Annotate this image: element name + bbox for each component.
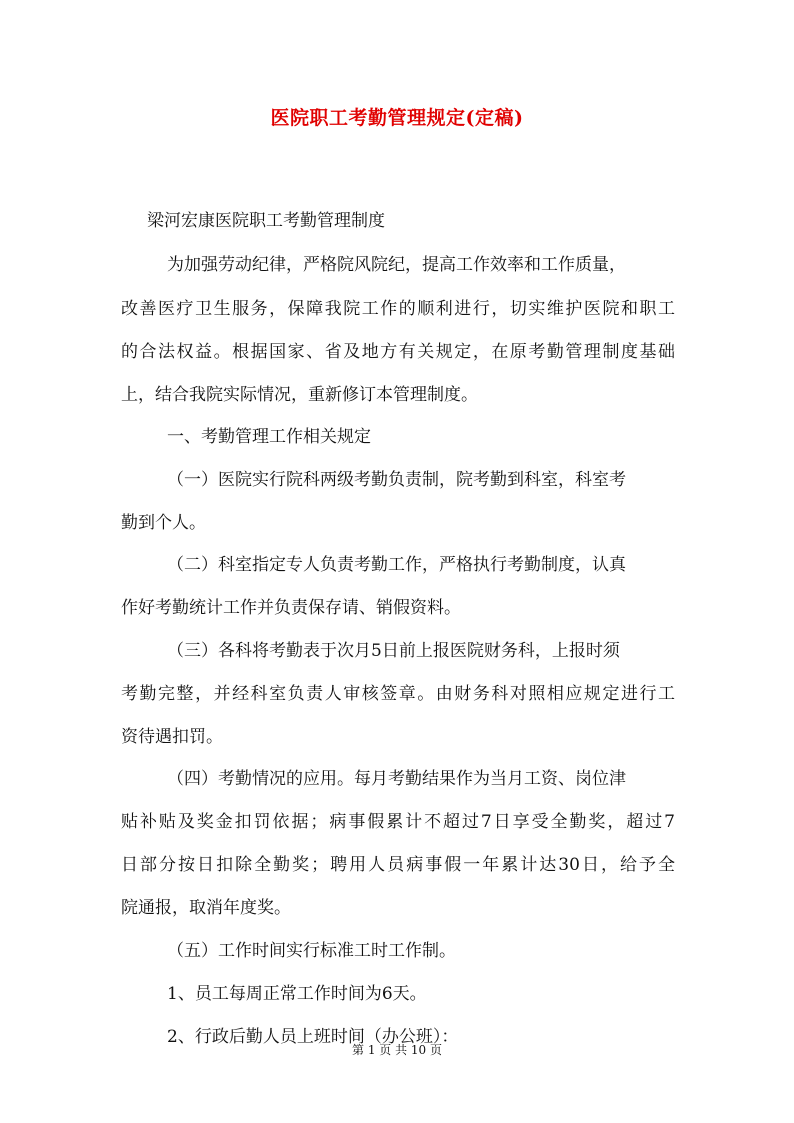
page-number-label: 第 1 页 共 10 页 [352,1043,442,1057]
paragraph-line: （五）工作时间实行标准工时工作制。 [167,941,456,961]
paragraph-line: 上，结合我院实际情况，重新修订本管理制度。 [121,385,478,405]
paragraph-line: （一）医院实行院科两级考勤负责制，院考勤到科室，科室考 [167,470,626,490]
paragraph-line: 2、行政后勤人员上班时间（办公班）： [167,1027,459,1047]
paragraph-line: （四）考勤情况的应用。每月考勤结果作为当月工资、岗位津 [167,769,626,789]
document-title: 医院职工考勤管理规定(定稿) [270,107,524,129]
paragraph-line: 1、员工每周正常工作时间为6天。 [167,984,427,1004]
paragraph-line: 院通报，取消年度奖。 [121,898,291,918]
paragraph-line: 贴补贴及奖金扣罚依据；病事假累计不超过7日享受全勤奖，超过7 [121,812,675,832]
paragraph-line: 日部分按日扣除全勤奖；聘用人员病事假一年累计达30日，给予全 [121,855,675,875]
page-footer [0,1041,794,1058]
section-heading: 一、考勤管理工作相关规定 [167,427,371,447]
paragraph-line: 考勤完整，并经科室负责人审核签章。由财务科对照相应规定进行工 [121,684,675,704]
paragraph-line: 作好考勤统计工作并负责保存请、销假资料。 [121,598,461,618]
paragraph-line: 为加强劳动纪律，严格院风院纪，提高工作效率和工作质量， [167,255,626,275]
paragraph-line: （二）科室指定专人负责考勤工作，严格执行考勤制度，认真 [167,555,626,575]
subtitle-line: 梁河宏康医院职工考勤管理制度 [147,211,385,231]
paragraph-line: （三）各科将考勤表于次月5日前上报医院财务科，上报时须 [167,641,620,661]
paragraph-line: 改善医疗卫生服务，保障我院工作的顺利进行，切实维护医院和职工 [121,299,675,319]
paragraph-line: 资待遇扣罚。 [121,727,223,747]
paragraph-line: 的合法权益。根据国家、省及地方有关规定，在原考勤管理制度基础 [121,342,675,362]
paragraph-line: 勤到个人。 [121,513,206,533]
